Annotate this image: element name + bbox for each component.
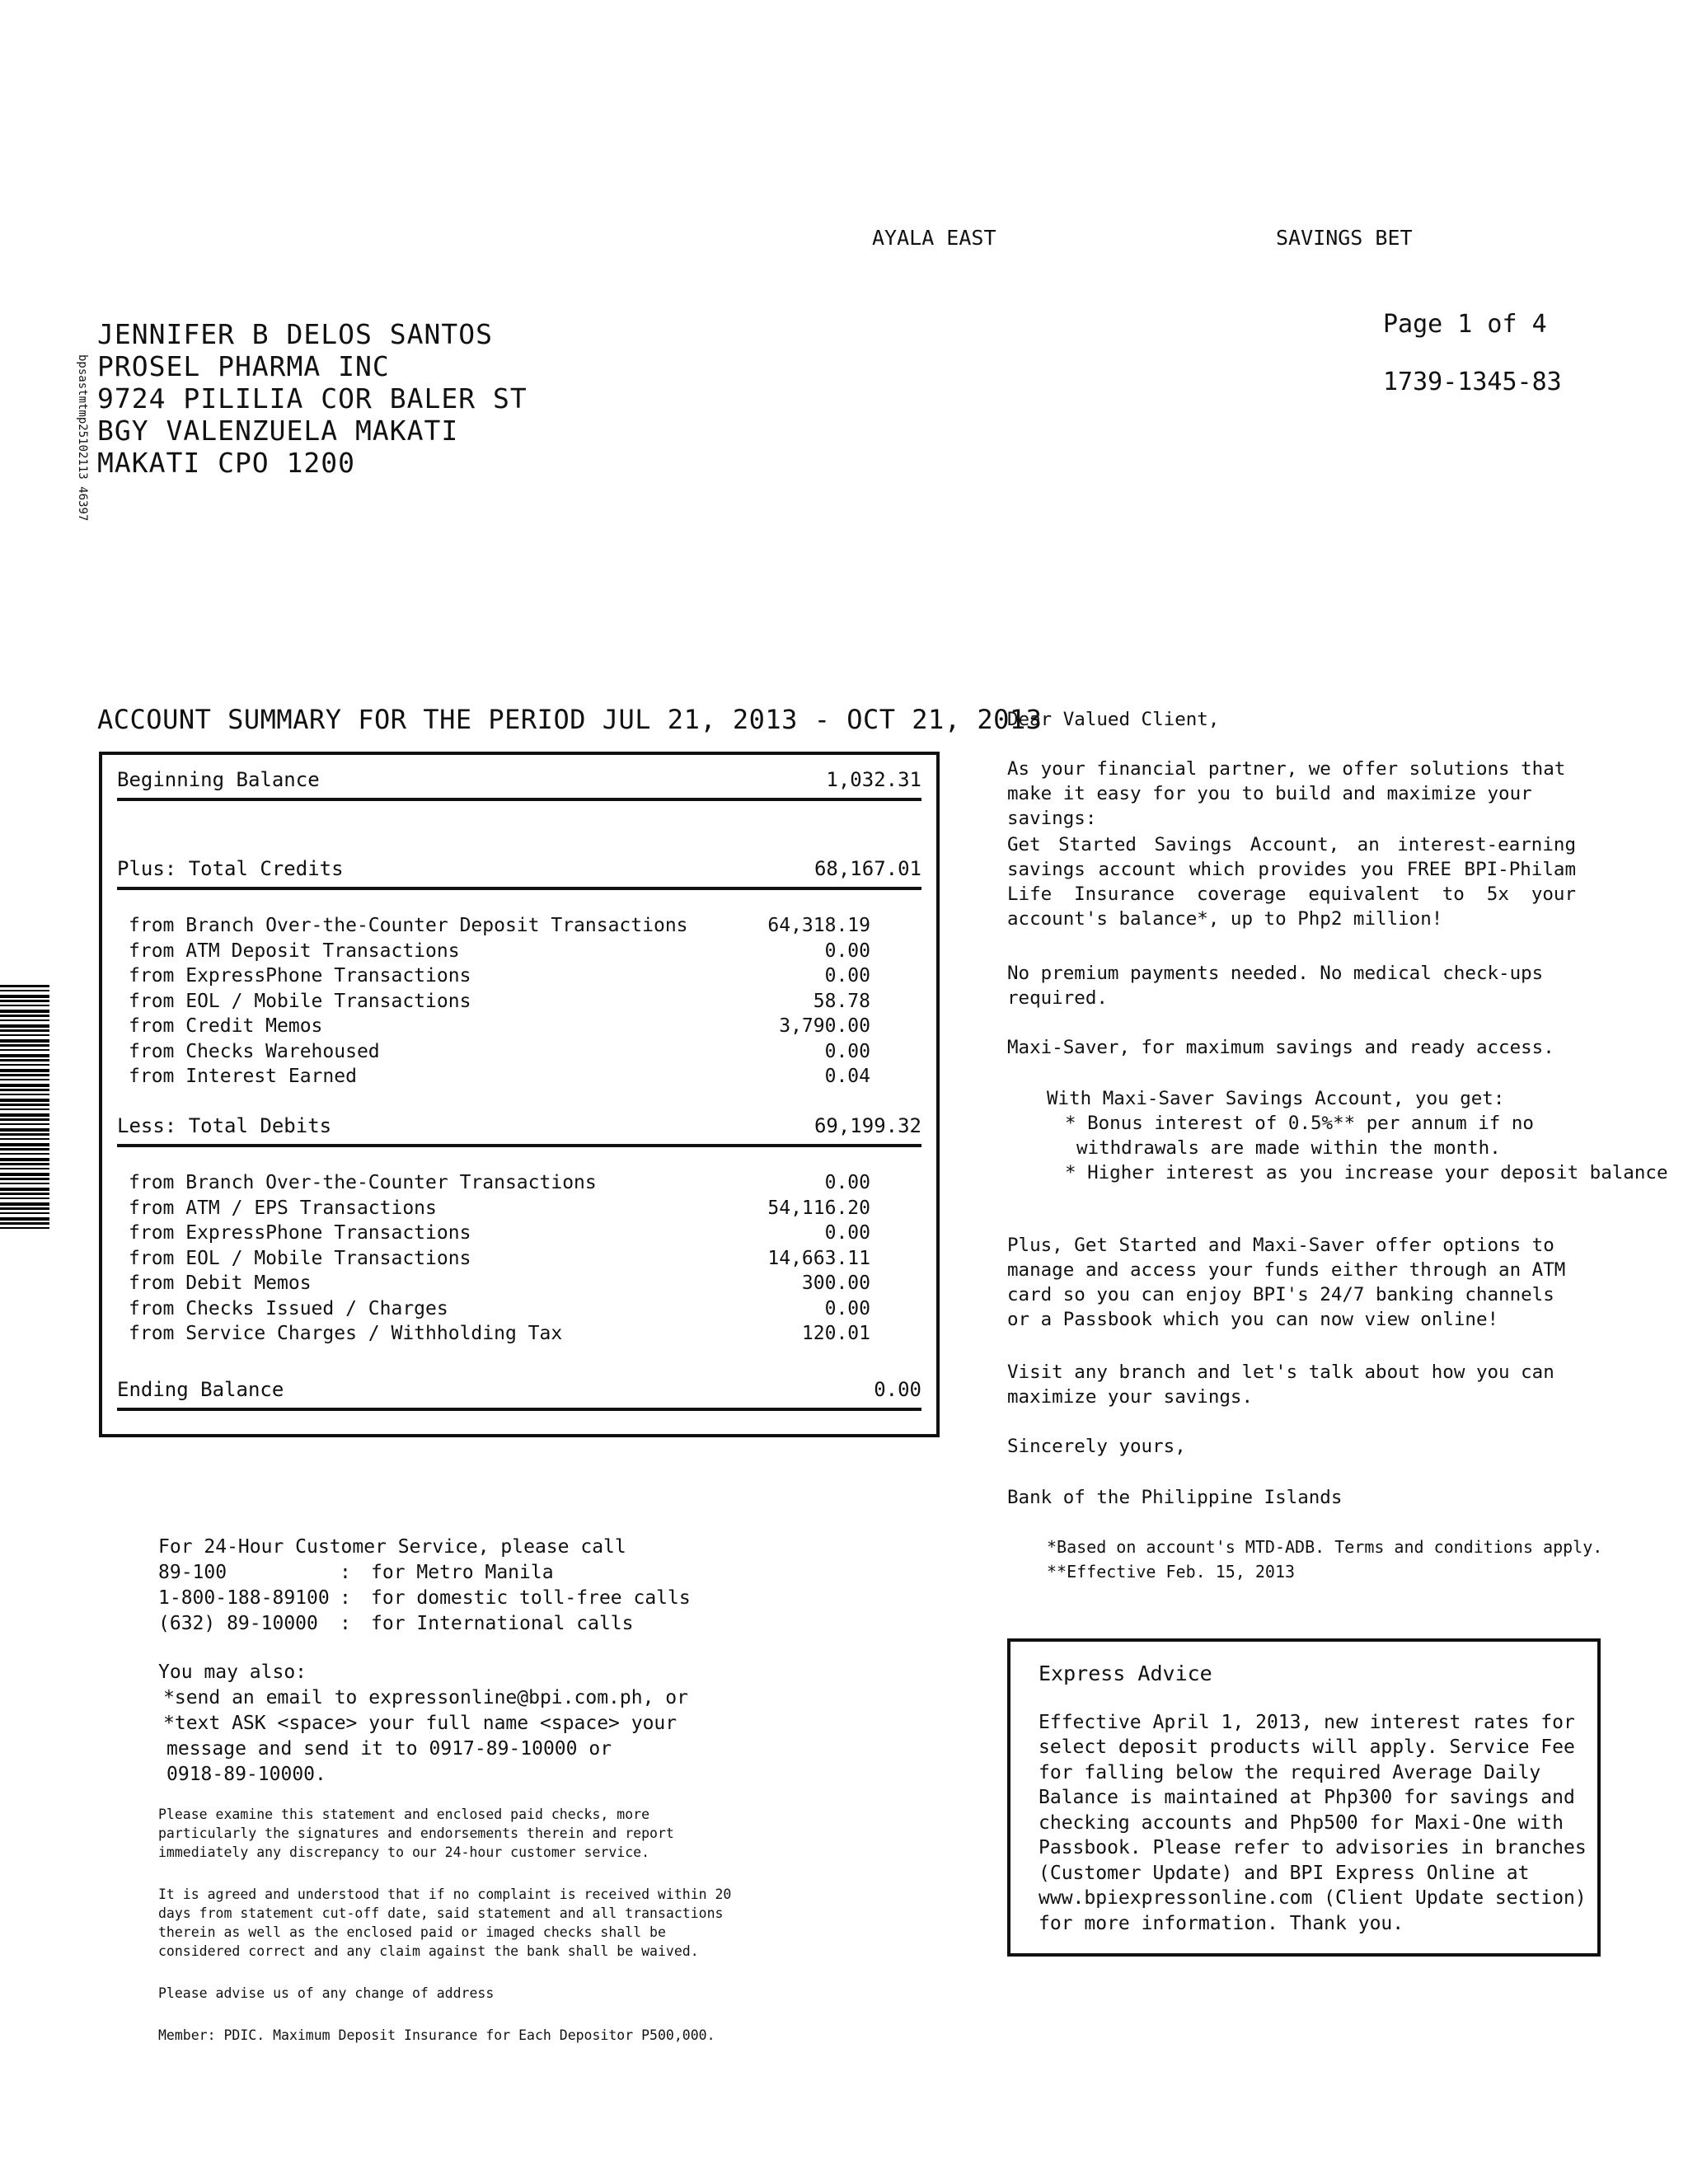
hotline-row (158, 1586, 691, 1611)
benefits-intro: With Maxi-Saver Savings Account, you get: (1047, 1088, 1505, 1109)
list-item (129, 963, 870, 989)
customer-service (158, 1535, 691, 1788)
letter-get-started: Get Started Savings Account, an interest-earning savings account which provides you FREE BPI-Philam Life Insurance coverage equivalent to 5x your account's balance*, up to Php2 million! (1007, 834, 1576, 930)
fine-print (158, 1805, 752, 2068)
list-item (129, 1014, 870, 1039)
hotline-number: 1-800-188-89100 (158, 1587, 330, 1609)
examine-notice: Please examine this statement and enclosed paid checks, more particularly the signatures and endorsements therein and report immediately any discrepancy to our 24-hour customer service. (158, 1807, 674, 1860)
branch-name: AYALA EAST (872, 226, 996, 250)
divider (117, 798, 921, 801)
credit-items (129, 913, 870, 1090)
benefit-bonus: * Bonus interest of 0.5%** per annum if no (1065, 1113, 1534, 1134)
letter-options: Plus, Get Started and Maxi-Saver offer options to manage and access your funds either through an ATM card so you can enjoy BPI's 24/7 banking channels or a Passbook which you can now view online! (1007, 1235, 1566, 1330)
item-label: from Checks Issued / Charges (129, 1297, 448, 1319)
ending-balance-row (117, 1378, 921, 1401)
address-line: BGY VALENZUELA MAKATI (97, 415, 459, 447)
letter-greeting: Dear Valued Client, (1007, 709, 1220, 730)
express-advice-box (1007, 1638, 1601, 1957)
list-item (129, 1221, 870, 1246)
item-value: 0.00 (824, 1222, 870, 1244)
item-value: 58.78 (813, 990, 870, 1012)
mailing-address (97, 318, 528, 479)
item-value: 54,116.20 (767, 1197, 870, 1219)
item-value: 0.04 (824, 1066, 870, 1087)
item-label: from ExpressPhone Transactions (129, 965, 471, 987)
item-value: 0.00 (824, 1172, 870, 1193)
express-advice-body: Effective April 1, 2013, new interest rates for select deposit products will apply. Service Fee for falling below the required Average Daily Balance is maintained at Php300 for savings and checking accounts and Php500 for Maxi-One with Passbook. Please refer to advisories in branches (Customer Update) and BPI Express Online at www.bpiexpressonline.com (Client Update section) for more information. Thank you. (1039, 1711, 1587, 1934)
item-value: 0.00 (824, 965, 870, 987)
total-debits-row (117, 1114, 921, 1137)
complaint-notice: It is agreed and understood that if no complaint is received within 20 days from statement cut-off date, said statement and all transactions therein as well as the enclosed paid or imaged checks shall be considered correct and any claim against the bank shall be waived. (158, 1886, 732, 1959)
hotline-number: 89-100 (158, 1562, 227, 1583)
list-item (129, 1321, 870, 1347)
item-value: 300.00 (801, 1272, 870, 1294)
item-label: from ATM Deposit Transactions (129, 940, 460, 962)
contact-sms-cont: 0918-89-10000. (166, 1764, 326, 1785)
list-item (129, 913, 870, 939)
letter-signature: Bank of the Philippine Islands (1007, 1487, 1343, 1508)
account-number: 1739-1345-83 (1383, 368, 1562, 396)
account-type: SAVINGS BET (1276, 226, 1413, 250)
beginning-balance-value: 1,032.31 (826, 768, 921, 791)
beginning-balance-label: Beginning Balance (117, 768, 320, 791)
express-advice-title: Express Advice (1039, 1661, 1212, 1685)
hotline-row (158, 1560, 691, 1586)
total-credits-row (117, 857, 921, 880)
list-item (129, 939, 870, 964)
contact-sms: *text ASK <space> your full name <space> your (163, 1713, 678, 1734)
item-label: from ATM / EPS Transactions (129, 1197, 437, 1219)
address-line: PROSEL PHARMA INC (97, 350, 390, 382)
hotline-desc: for International calls (371, 1613, 634, 1634)
item-value: 0.00 (824, 940, 870, 962)
letter-maxi-benefits (1047, 1086, 1668, 1185)
hotline-row (158, 1611, 691, 1637)
alternative-contact-title: You may also: (158, 1661, 307, 1683)
address-line: MAKATI CPO 1200 (97, 447, 356, 479)
letter-closing: Sincerely yours, (1007, 1436, 1186, 1457)
item-label: from ExpressPhone Transactions (129, 1222, 471, 1244)
debit-items (129, 1170, 870, 1347)
item-label: from Service Charges / Withholding Tax (129, 1323, 563, 1344)
hotline-number: (632) 89-10000 (158, 1613, 318, 1634)
item-label: from Debit Memos (129, 1272, 312, 1294)
total-debits-value: 69,199.32 (814, 1114, 921, 1137)
item-value: 120.01 (801, 1323, 870, 1344)
list-item (129, 989, 870, 1015)
pdic-notice: Member: PDIC. Maximum Deposit Insurance for Each Depositor P500,000. (158, 2027, 715, 2043)
item-label: from EOL / Mobile Transactions (129, 1247, 471, 1269)
divider (117, 887, 921, 890)
total-credits-value: 68,167.01 (814, 857, 921, 880)
list-item (129, 1271, 870, 1296)
item-label: from Credit Memos (129, 1015, 323, 1037)
address-line: 9724 PILILIA COR BALER ST (97, 382, 528, 415)
total-debits-label: Less: Total Debits (117, 1114, 332, 1137)
item-label: from Checks Warehoused (129, 1040, 380, 1062)
total-credits-label: Plus: Total Credits (117, 857, 344, 880)
address-change-notice: Please advise us of any change of address (158, 1985, 495, 2001)
hotline-desc: for domestic toll-free calls (371, 1587, 691, 1609)
item-value: 14,663.11 (767, 1247, 870, 1269)
letter-note-1: *Based on account's MTD-ADB. Terms and conditions apply. (1047, 1537, 1603, 1557)
item-value: 0.00 (824, 1297, 870, 1319)
item-label: from EOL / Mobile Transactions (129, 990, 471, 1012)
contact-email: *send an email to expressonline@bpi.com.ph, or (163, 1687, 688, 1708)
hotline-desc: for Metro Manila (371, 1562, 554, 1583)
divider (117, 1408, 921, 1411)
list-item (129, 1296, 870, 1322)
item-label: from Interest Earned (129, 1066, 357, 1087)
separator: : (340, 1562, 351, 1583)
item-value: 3,790.00 (779, 1015, 870, 1037)
item-value: 64,318.19 (767, 915, 870, 936)
barcode-image (0, 985, 49, 1232)
divider (117, 1144, 921, 1147)
contact-sms-cont: message and send it to 0917-89-10000 or (166, 1738, 612, 1760)
page-number: Page 1 of 4 (1383, 310, 1547, 339)
summary-title: ACCOUNT SUMMARY FOR THE PERIOD JUL 21, 2013 - OCT 21, 2013 (97, 704, 1043, 735)
item-value: 0.00 (824, 1040, 870, 1062)
benefit-bonus-cont: withdrawals are made within the month. (1076, 1137, 1501, 1159)
customer-service-title: For 24-Hour Customer Service, please call (158, 1536, 626, 1558)
account-summary-box (99, 752, 940, 1437)
list-item (129, 1064, 870, 1090)
letter-intro: As your financial partner, we offer solutions that make it easy for you to build and maximize your savings: (1007, 758, 1566, 829)
address-line: JENNIFER B DELOS SANTOS (97, 318, 493, 350)
list-item (129, 1196, 870, 1221)
list-item (129, 1170, 870, 1196)
list-item (129, 1246, 870, 1272)
beginning-balance-row (117, 768, 921, 791)
letter-no-premium: No premium payments needed. No medical check-ups required. (1007, 963, 1544, 1009)
document-code: bpsastmtmp25102113 46397 (76, 354, 89, 522)
ending-balance-value: 0.00 (874, 1378, 921, 1401)
benefit-higher-interest: * Higher interest as you increase your deposit balance (1065, 1162, 1668, 1183)
letter-visit: Visit any branch and let's talk about how you can maximize your savings. (1007, 1361, 1554, 1408)
item-label: from Branch Over-the-Counter Transactions (129, 1172, 597, 1193)
letter-note-2: **Effective Feb. 15, 2013 (1047, 1562, 1296, 1582)
ending-balance-label: Ending Balance (117, 1378, 284, 1401)
separator: : (340, 1587, 351, 1609)
letter-maxi-saver: Maxi-Saver, for maximum savings and ready access. (1007, 1037, 1554, 1058)
list-item (129, 1039, 870, 1065)
item-label: from Branch Over-the-Counter Deposit Transactions (129, 915, 688, 936)
separator: : (340, 1613, 351, 1634)
